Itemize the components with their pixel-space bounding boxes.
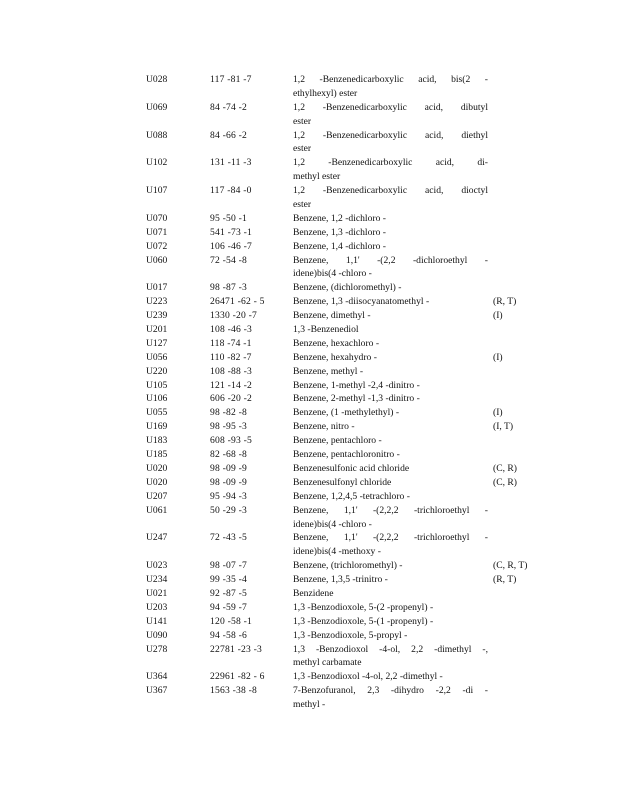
table-row (146, 643, 546, 671)
hazard-code (493, 615, 553, 629)
cas-number: 98 -87 -3 (210, 282, 247, 294)
hazard-code (493, 601, 553, 615)
table-row (146, 629, 546, 643)
hazard-code (493, 490, 553, 504)
table-row (146, 309, 546, 323)
hazard-code (493, 129, 553, 143)
table-row (146, 559, 546, 573)
substance-name (293, 643, 488, 671)
cas-number: 22781 -23 -3 (210, 643, 262, 655)
hazard-code (493, 73, 553, 87)
substance-name-line: Benzene, 1,1' -(2,2,2 -trichloroethyl - (293, 504, 488, 516)
substance-name-line: methyl carbamate (293, 657, 362, 669)
hazard-code: (I) (493, 310, 503, 322)
waste-code: U060 (146, 254, 168, 266)
substance-name (293, 156, 488, 184)
hazard-code (493, 156, 553, 170)
cas-number: 108 -88 -3 (210, 365, 252, 377)
substance-name (293, 240, 488, 254)
hazard-code (493, 365, 553, 379)
substance-name (293, 476, 488, 490)
substance-name-line: idene)bis(4 -methoxy - (293, 546, 381, 558)
table-row (146, 156, 546, 184)
substance-name (293, 184, 488, 212)
substance-name (293, 406, 488, 420)
substance-name-line: 1,2 -Benzenedicarboxylic acid, diethyl (293, 129, 488, 141)
substance-name (293, 337, 488, 351)
waste-code: U070 (146, 212, 168, 224)
waste-code: U185 (146, 449, 168, 461)
hazard-code (493, 629, 553, 643)
hazard-code (493, 670, 553, 684)
waste-code: U203 (146, 601, 168, 613)
cas-number: 22961 -82 - 6 (210, 671, 265, 683)
substance-name-line: ester (293, 115, 312, 127)
table-row (146, 504, 546, 532)
waste-code: U367 (146, 685, 168, 697)
hazard-code: (R, T) (493, 574, 517, 586)
hazard-code (493, 254, 553, 268)
substance-name (293, 434, 488, 448)
hazard-code: (C, R, T) (493, 560, 528, 572)
substance-name (293, 670, 488, 684)
hazard-code (493, 448, 553, 462)
substance-name-line: 1,3 -Benzodioxole, 5-(2 -propenyl) - (293, 601, 434, 613)
substance-name-line: Benzene, 1,2,4,5 -tetrachloro - (293, 490, 410, 502)
waste-code: U183 (146, 435, 168, 447)
cas-number: 72 -43 -5 (210, 532, 247, 544)
cas-number: 1563 -38 -8 (210, 685, 257, 697)
hazard-code (493, 684, 553, 698)
substance-name (293, 629, 488, 643)
substance-name (293, 254, 488, 282)
cas-number: 131 -11 -3 (210, 157, 252, 169)
waste-code: U169 (146, 421, 168, 433)
substance-name-line: idene)bis(4 -chloro - (293, 268, 372, 280)
hazard-code (493, 184, 553, 198)
hazard-code: (C, R) (493, 462, 517, 474)
substance-name-line: Benzene, 1,2 -dichloro - (293, 212, 386, 224)
substance-name (293, 129, 488, 157)
substance-name (293, 365, 488, 379)
cas-number: 117 -81 -7 (210, 74, 252, 85)
table-row (146, 295, 546, 309)
cas-number: 95 -94 -3 (210, 490, 247, 502)
waste-code: U056 (146, 351, 168, 363)
substance-name (293, 226, 488, 240)
hazard-code (493, 281, 553, 295)
table-row (146, 323, 546, 337)
table-row (146, 462, 546, 476)
cas-number: 108 -46 -3 (210, 324, 252, 336)
substance-name-line: 7-Benzofuranol, 2,3 -dihydro -2,2 -di - (293, 685, 488, 697)
waste-code: U239 (146, 310, 168, 322)
cas-number: 117 -84 -0 (210, 185, 252, 197)
substance-name-line: 1,2 -Benzenedicarboxylic acid, di- (293, 157, 488, 169)
substance-name (293, 420, 488, 434)
table-row (146, 406, 546, 420)
substance-name (293, 309, 488, 323)
cas-number: 120 -58 -1 (210, 615, 252, 627)
substance-name (293, 351, 488, 365)
cas-number: 95 -50 -1 (210, 212, 247, 224)
waste-code: U105 (146, 379, 168, 391)
table-row (146, 101, 546, 129)
substance-name (293, 212, 488, 226)
substance-name-line: Benzene, nitro - (293, 421, 355, 433)
substance-name (293, 601, 488, 615)
substance-name (293, 448, 488, 462)
substance-name-line: 1,2 -Benzenedicarboxylic acid, bis(2 - (293, 74, 488, 85)
hazard-code: (C, R) (493, 476, 517, 488)
table-row (146, 434, 546, 448)
cas-number: 50 -29 -3 (210, 504, 247, 516)
substance-name-line: Benzene, 1,4 -dichloro - (293, 240, 386, 252)
waste-code: U201 (146, 324, 168, 336)
table-row (146, 254, 546, 282)
waste-code: U090 (146, 629, 168, 641)
table-row (146, 73, 546, 101)
waste-code: U278 (146, 643, 168, 655)
waste-code: U247 (146, 532, 168, 544)
cas-number: 98 -09 -9 (210, 476, 247, 488)
substance-name-line: Benzene, pentachloro - (293, 435, 382, 447)
table-row (146, 684, 546, 712)
substance-name (293, 684, 488, 712)
waste-code: U061 (146, 504, 168, 516)
waste-code: U020 (146, 462, 168, 474)
waste-code: U127 (146, 337, 168, 349)
hazard-code: (R, T) (493, 296, 517, 308)
cas-number: 1330 -20 -7 (210, 310, 257, 322)
hazard-code (493, 504, 553, 518)
cas-number: 110 -82 -7 (210, 351, 252, 363)
waste-code: U021 (146, 587, 168, 599)
substance-name-line: 1,3 -Benzodioxole, 5-(1 -propenyl) - (293, 615, 434, 627)
substance-name-line: Benzene, 1,3,5 -trinitro - (293, 574, 388, 586)
cas-number: 98 -07 -7 (210, 560, 247, 572)
hazard-code (493, 643, 553, 657)
substance-name (293, 281, 488, 295)
table-row (146, 490, 546, 504)
cas-number: 26471 -62 - 5 (210, 296, 265, 308)
substance-name-line: Benzene, 1,3 -dichloro - (293, 226, 386, 238)
substance-name (293, 573, 488, 587)
cas-number: 84 -66 -2 (210, 129, 247, 141)
substance-name-line: 1,3 -Benzenediol (293, 324, 359, 336)
table-row (146, 420, 546, 434)
substance-name-line: Benzenesulfonic acid chloride (293, 462, 410, 474)
substance-name-line: Benzene, dimethyl - (293, 310, 371, 322)
waste-code: U088 (146, 129, 168, 141)
substance-name-line: Benzene, 2-methyl -1,3 -dinitro - (293, 393, 420, 405)
substance-name-line: Benzidene (293, 587, 334, 599)
substance-name (293, 531, 488, 559)
substance-name-line: Benzene, hexahydro - (293, 351, 377, 363)
waste-code: U364 (146, 671, 168, 683)
table-row (146, 392, 546, 406)
waste-code: U055 (146, 407, 168, 419)
substance-name (293, 73, 488, 101)
waste-code: U234 (146, 574, 168, 586)
waste-code: U141 (146, 615, 168, 627)
substance-name-line: Benzene, 1-methyl -2,4 -dinitro - (293, 379, 420, 391)
cas-number: 106 -46 -7 (210, 240, 252, 252)
table-row (146, 184, 546, 212)
substance-name (293, 379, 488, 393)
waste-code: U028 (146, 74, 168, 85)
waste-code: U072 (146, 240, 168, 252)
cas-number: 118 -74 -1 (210, 337, 252, 349)
waste-code: U107 (146, 185, 168, 197)
substance-name-line: ester (293, 143, 312, 155)
table-row (146, 226, 546, 240)
waste-code: U223 (146, 296, 168, 308)
substance-name-line: Benzene, 1,1' -(2,2,2 -trichloroethyl - (293, 532, 488, 544)
table-row (146, 615, 546, 629)
hazard-code (493, 226, 553, 240)
substance-name (293, 392, 488, 406)
substance-name-line: 1,3 -Benzodioxole, 5-propyl - (293, 629, 408, 641)
hazard-code (493, 379, 553, 393)
substance-name-line: Benzene, (trichloromethyl) - (293, 560, 403, 572)
substance-name (293, 295, 488, 309)
table-row (146, 531, 546, 559)
hazard-code (493, 101, 553, 115)
substance-name (293, 462, 488, 476)
hazard-code: (I) (493, 407, 503, 419)
cas-number: 98 -95 -3 (210, 421, 247, 433)
waste-code: U071 (146, 226, 168, 238)
waste-code: U017 (146, 282, 168, 294)
substance-name (293, 101, 488, 129)
hazard-code (493, 531, 553, 545)
substance-name-line: Benzene, 1,1' -(2,2 -dichloroethyl - (293, 254, 488, 266)
cas-number: 72 -54 -8 (210, 254, 247, 266)
substance-name (293, 587, 488, 601)
hazard-code (493, 323, 553, 337)
waste-code-table (146, 73, 546, 712)
table-row (146, 212, 546, 226)
substance-name-line: 1,3 -Benzodioxol -4-ol, 2,2 -dimethyl - (293, 671, 443, 683)
table-row (146, 476, 546, 490)
cas-number: 99 -35 -4 (210, 574, 247, 586)
cas-number: 98 -09 -9 (210, 462, 247, 474)
waste-code: U020 (146, 476, 168, 488)
cas-number: 98 -82 -8 (210, 407, 247, 419)
hazard-code: (I) (493, 351, 503, 363)
substance-name-line: Benzene, hexachloro - (293, 337, 380, 349)
cas-number: 94 -59 -7 (210, 601, 247, 613)
hazard-code (493, 337, 553, 351)
hazard-code (493, 587, 553, 601)
hazard-code (493, 212, 553, 226)
cas-number: 92 -87 -5 (210, 587, 247, 599)
substance-name-line: ester (293, 199, 312, 211)
waste-code: U069 (146, 101, 168, 113)
substance-name (293, 559, 488, 573)
substance-name-line: Benzene, 1,3 -diisocyanatomethyl - (293, 296, 430, 308)
substance-name-line: Benzene, (dichloromethyl) - (293, 282, 402, 294)
cas-number: 121 -14 -2 (210, 379, 252, 391)
table-row (146, 448, 546, 462)
substance-name-line: 1,2 -Benzenedicarboxylic acid, dibutyl (293, 101, 488, 113)
table-row (146, 379, 546, 393)
hazard-code (493, 392, 553, 406)
waste-code: U106 (146, 393, 168, 405)
hazard-code: (I, T) (493, 421, 514, 433)
cas-number: 608 -93 -5 (210, 435, 252, 447)
waste-code: U220 (146, 365, 168, 377)
substance-name-line: Benzene, methyl - (293, 365, 364, 377)
substance-name-line: Benzenesulfonyl chloride (293, 476, 392, 488)
table-row (146, 337, 546, 351)
substance-name-line: ethylhexyl) ester (293, 87, 358, 99)
substance-name-line: Benzene, pentachloronitro - (293, 449, 400, 461)
substance-name (293, 323, 488, 337)
substance-name-line: 1,3 -Benzodioxol -4-ol, 2,2 -dimethyl -, (293, 643, 488, 655)
substance-name-line: methyl ester (293, 171, 341, 183)
table-row (146, 240, 546, 254)
cas-number: 94 -58 -6 (210, 629, 247, 641)
waste-code: U207 (146, 490, 168, 502)
substance-name-line: 1,2 -Benzenedicarboxylic acid, dioctyl (293, 185, 488, 197)
table-row (146, 587, 546, 601)
substance-name (293, 615, 488, 629)
table-row (146, 670, 546, 684)
table-row (146, 129, 546, 157)
table-row (146, 281, 546, 295)
waste-code: U102 (146, 157, 168, 169)
hazard-code (493, 240, 553, 254)
substance-name-line: methyl - (293, 699, 326, 711)
substance-name (293, 490, 488, 504)
substance-name-line: idene)bis(4 -chloro - (293, 518, 372, 530)
cas-number: 606 -20 -2 (210, 393, 252, 405)
table-row (146, 573, 546, 587)
hazard-code (493, 434, 553, 448)
substance-name-line: Benzene, (1 -methylethyl) - (293, 407, 400, 419)
table-row (146, 601, 546, 615)
table-row (146, 365, 546, 379)
cas-number: 541 -73 -1 (210, 226, 252, 238)
table-row (146, 351, 546, 365)
substance-name (293, 504, 488, 532)
waste-code: U023 (146, 560, 168, 572)
cas-number: 84 -74 -2 (210, 101, 247, 113)
cas-number: 82 -68 -8 (210, 449, 247, 461)
